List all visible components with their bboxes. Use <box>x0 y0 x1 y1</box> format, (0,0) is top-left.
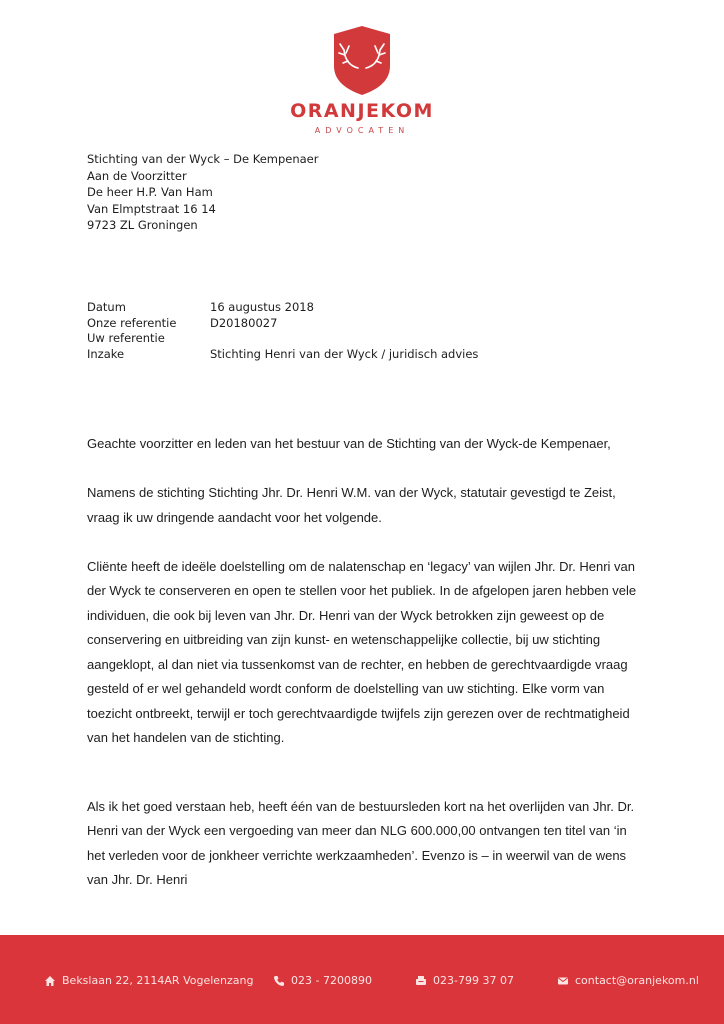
home-icon <box>44 975 56 987</box>
footer-fax-text: 023-799 37 07 <box>433 974 514 987</box>
body-paragraph: Namens de stichting Stichting Jhr. Dr. Henri W.M. van der Wyck, statutair gevestigd te Zeist, vraag ik uw dringende aandacht voor het volgende. <box>87 485 616 525</box>
footer-email[interactable] <box>557 974 699 987</box>
letterhead-logo <box>0 0 724 140</box>
antler-shield-icon <box>332 24 392 96</box>
meta-label: Inzake <box>87 346 125 361</box>
address-line: De heer H.P. Van Ham <box>87 185 213 199</box>
fax-icon <box>415 975 427 987</box>
meta-label: Uw referentie <box>87 331 165 345</box>
mail-icon <box>557 975 569 987</box>
address-line: Van Elmptstraat 16 14 <box>87 201 216 216</box>
meta-value: Stichting Henri van der Wyck / juridisch advies <box>210 346 479 361</box>
letter-body <box>87 432 647 893</box>
address-line: Aan de Voorzitter <box>87 168 187 183</box>
footer-phone-text: 023 - 7200890 <box>291 974 372 987</box>
brand-name: ORANJEKOM <box>290 100 434 122</box>
footer-address <box>44 974 254 987</box>
phone-icon <box>273 975 285 987</box>
salutation: Geachte voorzitter en leden van het bestuur van de Stichting van der Wyck-de Kempenaer, <box>87 436 611 451</box>
brand-subtitle: ADVOCATEN <box>314 126 410 135</box>
meta-value: 16 augustus 2018 <box>210 300 314 314</box>
meta-label: Datum <box>87 300 126 314</box>
recipient-address <box>87 151 318 234</box>
meta-value: D20180027 <box>210 315 278 330</box>
footer <box>0 935 724 1024</box>
footer-fax <box>415 974 514 987</box>
address-line: 9723 ZL Groningen <box>87 218 198 232</box>
address-line: Stichting van der Wyck – De Kempenaer <box>87 152 319 166</box>
footer-email-text: contact@oranjekom.nl <box>575 974 699 987</box>
meta-label: Onze referentie <box>87 315 177 330</box>
body-paragraph: Als ik het goed verstaan heb, heeft één van de bestuursleden kort na het overlijden van Jhr. Dr. Henri van der Wyck een vergoeding van meer dan NLG 600.000,00 ontvangen ten titel van ‘in het verleden voor de jonkheer verrichte werkzaamheden’. Evenzo is – in weerwil van de wens van Jhr. Dr. Henri <box>87 798 635 887</box>
body-paragraph: Cliënte heeft de ideële doelstelling om de nalatenschap en ‘legacy’ van wijlen Jhr. Dr. Henri van der Wyck te conserveren en open te stellen voor het publiek. In de afgelopen jaren hebben vele individuen, die ook bij leven van Jhr. Dr. Henri van der Wyck betrokken zijn geweest op de conservering en uitbreiding van zijn kunst- en wetenschappelijke collectie, bij uw stichting aangeklopt, al dan niet via tussenkomst van de rechter, en hebben de gerechtvaardigde vraag gesteld of er wel gehandeld wordt conform de doelstelling van uw stichting. Elke vorm van toezicht ontbreekt, terwijl er toch gerechtvaardigde twijfels zijn gerezen over de rechtmatigheid van het handelen van de stichting. <box>87 558 637 745</box>
footer-phone[interactable] <box>273 974 372 987</box>
footer-address-text: Bekslaan 22, 2114AR Vogelenzang <box>62 974 254 987</box>
